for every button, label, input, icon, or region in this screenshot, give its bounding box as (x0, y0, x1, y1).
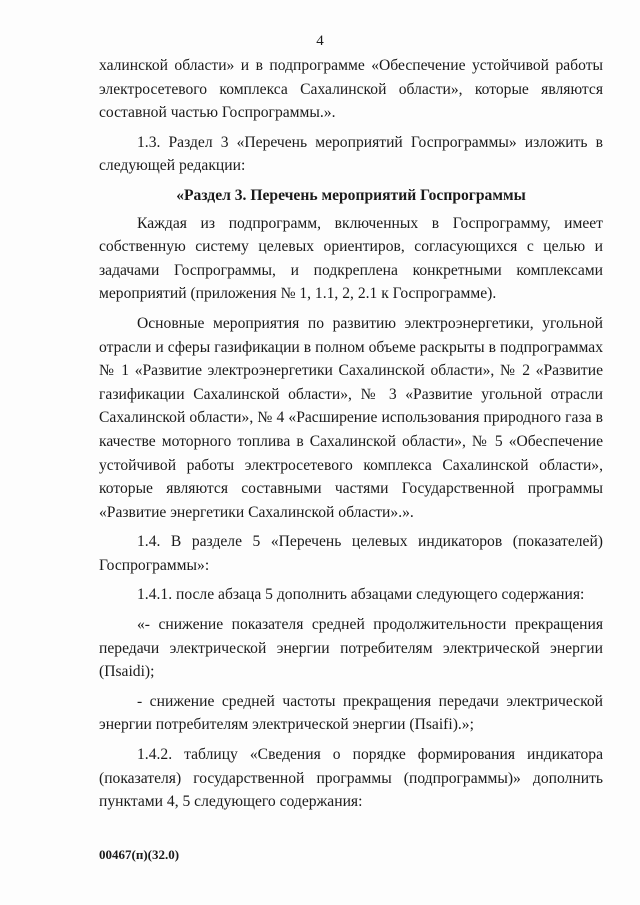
paragraph-item-1-3: 1.3. Раздел 3 «Перечень мероприятий Госпрограммы» изложить в следующей редакции: (99, 133, 603, 175)
paragraph-saidi: «- снижение показателя средней продолжительности прекращения передачи электрической энергии потребителям электрической энергии (Пsaidi); (99, 616, 603, 681)
paragraph-item-1-4-2: 1.4.2. таблицу «Сведения о порядке формирования индикатора (показателя) государственной программы (подпрограммы)» дополнить пунктами 4, 5 следующего содержания: (99, 746, 603, 811)
paragraph-item-1-4-1: 1.4.1. после абзаца 5 дополнить абзацами следующего содержания: (137, 586, 585, 604)
paragraph-item-1-4: 1.4. В разделе 5 «Перечень целевых индикаторов (показателей) Госпрограммы»: (99, 533, 603, 574)
document-body (99, 54, 603, 814)
paragraph-subprograms: Каждая из подпрограмм, включенных в Госпрограмму, имеет собственную систему целевых ориентиров, согласующихся с целью и задачами Госпрограммы, и подкреплена конкретными комплексами мероприятий (приложения № 1, 1.1, 2, 2.1 к Госпрограмме). (99, 214, 603, 303)
paragraph-continuation: халинской области» и в подпрограмме «Обеспечение устойчивой работы электросетевого комплекса Сахалинской области», которые являются составной частью Госпрограммы.». (99, 57, 603, 122)
document-code: 00467(п)(32.0) (99, 847, 180, 862)
paragraph-saifi: - снижение средней частоты прекращения передачи электрической энергии потребителям электрической энергии (Пsaifi).»; (99, 692, 603, 734)
section-heading: «Раздел 3. Перечень мероприятий Госпрограммы (176, 186, 526, 204)
page-number: 4 (316, 33, 324, 49)
paragraph-main-measures: Основные мероприятия по развитию электроэнергетики, угольной отрасли и сферы газификации в полном объеме раскрыты в подпрограммах № 1 «Развитие электроэнергетики Сахалинской области», № 2 «Развитие газификации Сахалинской области», № 3 «Развитие угольной отрасли Сахалинской области», № 4 «Расширение использования природного газа в качестве моторного топлива в Сахалинской области», № 5 «Обеспечение устойчивой работы электросетевого комплекса Сахалинской области», которые являются составными частями Государственной программы «Развитие энергетики Сахалинской области».». (99, 314, 603, 521)
